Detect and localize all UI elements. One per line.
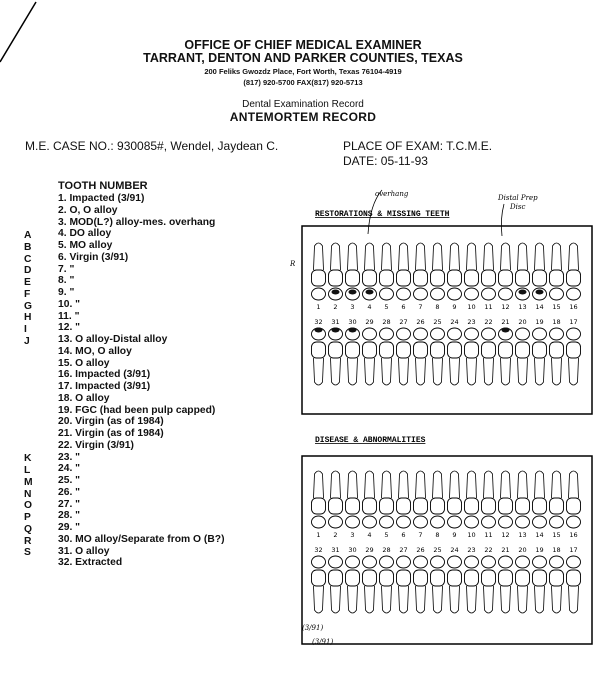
tooth-entry: 21. Virgin (as of 1984) (58, 428, 164, 439)
place-of-exam: PLACE OF EXAM: T.C.M.E. (343, 139, 493, 153)
disease-chart-title: DISEASE & ABNORMALITIES (315, 436, 426, 445)
lower2-tooth (414, 556, 428, 613)
tooth-entry: 20. Virgin (as of 1984) (58, 416, 164, 428)
upper2-tooth (414, 471, 428, 528)
tooth-entry: 11. " (58, 310, 80, 322)
lower2-number: 22 (484, 546, 493, 554)
tooth-entry: 24. " (58, 463, 81, 475)
lower-tooth (312, 328, 326, 385)
lower-arch-2 (312, 556, 581, 613)
lower2-tooth (312, 556, 326, 613)
lower2-tooth (329, 556, 343, 613)
upper-number: 12 (501, 303, 510, 311)
tooth-letter: K (24, 453, 32, 465)
office-phone: (817) 920-5700 FAX(817) 920-5713 (243, 78, 363, 87)
lower2-number: 27 (399, 546, 408, 554)
lower-number: 31 (331, 318, 340, 326)
lower2-tooth (567, 556, 581, 613)
case-number: M.E. CASE NO.: 930085#, Wendel, Jaydean C. (25, 139, 279, 153)
upper-tooth (567, 243, 581, 300)
lower-number: 29 (365, 318, 374, 326)
lower2-number: 25 (433, 546, 442, 554)
tooth-letter (24, 442, 33, 454)
upper2-number: 9 (452, 531, 457, 539)
chart-frame-2 (302, 456, 592, 644)
tooth-entry: 10. " (58, 298, 81, 310)
lower-number: 17 (569, 318, 578, 326)
upper-number: 6 (401, 303, 406, 311)
upper2-number: 15 (552, 531, 561, 539)
upper-tooth (397, 243, 411, 300)
lower2-tooth (533, 556, 547, 613)
tooth-entry: 4. DO alloy (58, 228, 112, 240)
tooth-letter: E (24, 277, 31, 288)
lower-number: 24 (450, 318, 459, 326)
lower2-number: 19 (535, 546, 544, 554)
restoration-mark (349, 290, 357, 295)
tooth-entry: 13. O alloy-Distal alloy (58, 334, 168, 345)
annotation-disc: Disc (510, 203, 526, 211)
tooth-entry: 12. " (58, 322, 81, 334)
lower-tooth (567, 328, 581, 385)
upper2-tooth (567, 471, 581, 528)
lower-number: 27 (399, 318, 408, 326)
upper2-tooth (448, 471, 462, 528)
counties-title: TARRANT, DENTON AND PARKER COUNTIES, TEXAS (143, 51, 463, 65)
lower2-tooth (346, 556, 360, 613)
tooth-entry: 27. " (58, 498, 81, 510)
restoration-mark (519, 290, 527, 295)
lower2-tooth (363, 556, 377, 613)
upper-number: 1 (316, 303, 321, 311)
tooth-entry: 6. Virgin (3/91) (58, 251, 129, 263)
tooth-letter: F (24, 288, 31, 300)
upper2-tooth (431, 471, 445, 528)
tooth-letter: P (24, 512, 31, 523)
upper2-tooth (533, 471, 547, 528)
lower-tooth (380, 328, 394, 385)
upper-number: 13 (518, 303, 527, 311)
tooth-letter: G (24, 300, 33, 312)
upper2-number: 2 (333, 531, 338, 539)
upper2-number: 4 (367, 531, 372, 539)
lower-number: 32 (314, 318, 323, 326)
chart-frame (302, 226, 592, 414)
exam-date: DATE: 05-11-93 (343, 154, 428, 168)
tooth-entry: 14. MO, O alloy (58, 345, 132, 357)
upper2-tooth (465, 471, 479, 528)
lower2-number: 17 (569, 546, 578, 554)
restorations-chart-title: RESTORATIONS & MISSING TEETH (315, 210, 450, 219)
lower-tooth (431, 328, 445, 385)
lower2-number: 20 (518, 546, 527, 554)
office-address: 200 Feliks Gwozdz Place, Fort Worth, Texas 76104-4919 (204, 67, 402, 76)
upper-tooth (448, 243, 462, 300)
upper2-tooth (346, 471, 360, 528)
lower-tooth (533, 328, 547, 385)
tooth-entry: 26. " (58, 486, 81, 498)
upper2-tooth (516, 471, 530, 528)
lower2-number: 30 (348, 546, 357, 554)
lower-tooth (448, 328, 462, 385)
tooth-letter: A (24, 230, 32, 241)
lower-tooth (516, 328, 530, 385)
tooth-entry: 22. Virgin (3/91) (58, 439, 134, 451)
tooth-entry: 8. " (58, 275, 75, 287)
upper2-number: 12 (501, 531, 510, 539)
tooth-letter: S (24, 547, 31, 559)
lower2-number: 18 (552, 546, 561, 554)
tooth-letter (24, 348, 33, 360)
tooth-entry: 18. O alloy (58, 392, 110, 404)
tooth-letter (24, 371, 33, 383)
upper2-number: 8 (435, 531, 440, 539)
upper2-tooth (499, 471, 513, 528)
arrow-distal (501, 204, 504, 236)
tooth-entry: 3. MOD(L?) alloy-mes. overhang (58, 216, 216, 228)
lower-number: 23 (467, 318, 476, 326)
upper-number: 4 (367, 303, 372, 311)
lower2-number: 31 (331, 546, 340, 554)
lower-number: 25 (433, 318, 442, 326)
upper-tooth (550, 243, 564, 300)
lower-arch (312, 328, 581, 385)
upper2-tooth (397, 471, 411, 528)
lower2-number: 23 (467, 546, 476, 554)
restoration-mark (502, 328, 510, 333)
tooth-letter: L (24, 465, 31, 476)
upper-number: 10 (467, 303, 476, 311)
tooth-letter: N (24, 488, 32, 500)
lower-number: 30 (348, 318, 357, 326)
lower2-number: 26 (416, 546, 425, 554)
lower2-number: 24 (450, 546, 459, 554)
tooth-letter (24, 430, 33, 442)
tooth-letter: I (24, 324, 27, 335)
lower-tooth (329, 328, 343, 385)
upper-tooth (431, 243, 445, 300)
tooth-entry: 15. O alloy (58, 357, 110, 369)
lower-tooth (482, 328, 496, 385)
lower2-tooth (448, 556, 462, 613)
lower-tooth (414, 328, 428, 385)
tooth-entry: 32. Extracted (58, 557, 123, 569)
upper-number: 15 (552, 303, 561, 311)
lower2-number: 28 (382, 546, 391, 554)
disease-chart (290, 430, 600, 670)
tooth-letter (24, 418, 33, 430)
tooth-entry: 2. O, O alloy (58, 204, 118, 216)
primary-tooth-letters (24, 230, 33, 559)
upper2-tooth (363, 471, 377, 528)
upper2-tooth (550, 471, 564, 528)
lower-tooth (465, 328, 479, 385)
upper-tooth (312, 243, 326, 300)
lower-number: 20 (518, 318, 527, 326)
lower-tooth (550, 328, 564, 385)
tooth-letter (24, 395, 33, 407)
note-date-2: (3/91) (312, 638, 334, 646)
upper-tooth (380, 243, 394, 300)
tooth-letter (24, 383, 33, 395)
lower-number: 22 (484, 318, 493, 326)
restoration-mark (332, 290, 340, 295)
restoration-mark (349, 328, 357, 333)
tooth-letter: C (24, 253, 32, 265)
tooth-number-heading: TOOTH NUMBER (58, 180, 148, 192)
upper-number: 5 (384, 303, 389, 311)
record-title: ANTEMORTEM RECORD (229, 110, 377, 124)
restoration-mark (332, 328, 340, 333)
tooth-letter: B (24, 241, 32, 253)
tooth-letter: J (24, 335, 30, 347)
lower2-number: 29 (365, 546, 374, 554)
tooth-letter: D (24, 265, 32, 277)
upper2-tooth (312, 471, 326, 528)
restoration-mark (536, 290, 544, 295)
restoration-mark (315, 328, 323, 333)
tooth-entry: 30. MO alloy/Separate from O (B?) (58, 533, 225, 545)
lower-tooth (346, 328, 360, 385)
tooth-letter: R (24, 535, 32, 547)
lower-number: 28 (382, 318, 391, 326)
tooth-letter: O (24, 500, 33, 512)
upper2-number: 14 (535, 531, 544, 539)
upper2-number: 16 (569, 531, 578, 539)
lower2-tooth (516, 556, 530, 613)
upper-number: 2 (333, 303, 338, 311)
lower2-number: 32 (314, 546, 323, 554)
lower2-tooth (465, 556, 479, 613)
lower-number: 18 (552, 318, 561, 326)
upper2-tooth (329, 471, 343, 528)
upper-number: 14 (535, 303, 544, 311)
lower2-tooth (397, 556, 411, 613)
tooth-entry: 28. " (58, 510, 81, 522)
tooth-entry: 23. " (58, 451, 81, 463)
tooth-entry: 5. MO alloy (58, 240, 113, 251)
tooth-entry: 17. Impacted (3/91) (58, 381, 151, 392)
lower2-tooth (431, 556, 445, 613)
annotation-overhang: overhang (375, 190, 409, 198)
upper-number: 3 (350, 303, 355, 311)
tooth-letter: Q (24, 523, 33, 535)
tooth-entry: 1. Impacted (3/91) (58, 193, 145, 204)
upper2-number: 1 (316, 531, 321, 539)
lower-tooth (397, 328, 411, 385)
upper-number: 16 (569, 303, 578, 311)
annotation-distal-prep: Distal Prep (498, 194, 538, 202)
upper-tooth (465, 243, 479, 300)
upper2-number: 5 (384, 531, 389, 539)
upper2-number: 10 (467, 531, 476, 539)
upper2-number: 11 (484, 531, 493, 539)
tooth-letter (24, 406, 33, 418)
upper-arch-2 (312, 471, 581, 528)
lower-number: 19 (535, 318, 544, 326)
lower2-tooth (550, 556, 564, 613)
lower2-tooth (499, 556, 513, 613)
lower2-number: 21 (501, 546, 510, 554)
tooth-entry: 25. " (58, 475, 81, 486)
tooth-entry: 16. Impacted (3/91) (58, 369, 151, 381)
upper-tooth (414, 243, 428, 300)
upper-tooth (499, 243, 513, 300)
lower2-tooth (380, 556, 394, 613)
restorations-chart (290, 184, 600, 424)
lower-number: 26 (416, 318, 425, 326)
tooth-letter: H (24, 312, 32, 324)
upper-tooth (482, 243, 496, 300)
upper-number: 8 (435, 303, 440, 311)
restoration-mark (366, 290, 374, 295)
tooth-entry-list (58, 193, 225, 569)
tooth-entry: 19. FGC (had been pulp capped) (58, 404, 216, 416)
side-label: R (290, 260, 296, 268)
tooth-letter (24, 359, 33, 371)
note-date-1: (3/91) (302, 624, 324, 632)
upper-number: 7 (418, 303, 423, 311)
upper2-number: 6 (401, 531, 406, 539)
tooth-entry: 7. " (58, 263, 75, 275)
upper2-tooth (482, 471, 496, 528)
record-type: Dental Examination Record (242, 99, 364, 110)
upper2-number: 7 (418, 531, 423, 539)
upper2-number: 3 (350, 531, 355, 539)
upper-number: 11 (484, 303, 493, 311)
tooth-entry: 31. O alloy (58, 545, 110, 557)
lower2-tooth (482, 556, 496, 613)
tooth-letter: M (24, 476, 33, 488)
upper2-tooth (380, 471, 394, 528)
lower-number: 21 (501, 318, 510, 326)
upper2-number: 13 (518, 531, 527, 539)
lower-tooth (363, 328, 377, 385)
office-title: OFFICE OF CHIEF MEDICAL EXAMINER (184, 38, 422, 52)
tooth-entry: 9. " (58, 287, 75, 298)
tooth-entry: 29. " (58, 522, 81, 533)
upper-number: 9 (452, 303, 457, 311)
lower-tooth (499, 328, 513, 385)
